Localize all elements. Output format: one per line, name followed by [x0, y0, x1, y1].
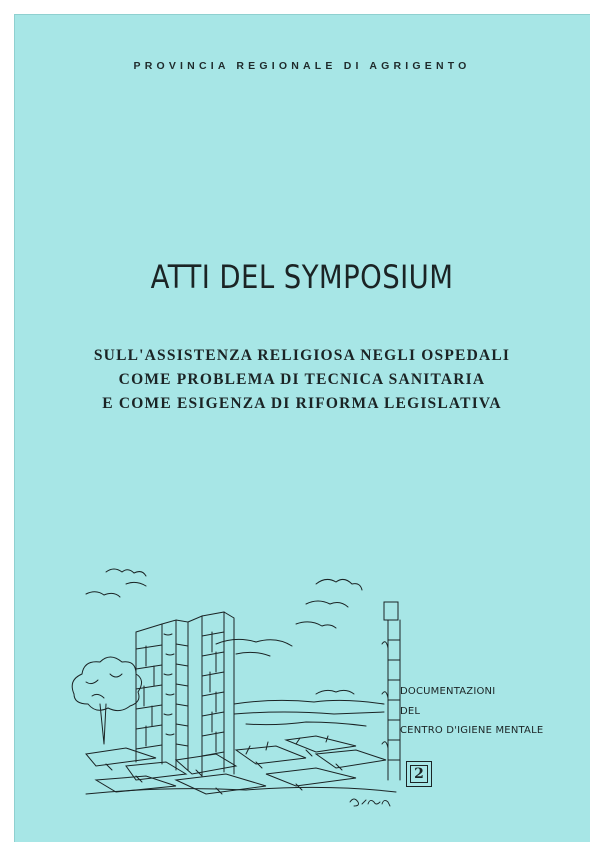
series-name [400, 682, 543, 741]
book-title: ATTI DEL SYMPOSIUM [150, 258, 454, 296]
temple-ruins-sketch-icon [66, 554, 416, 814]
series-line: CENTRO D'IGIENE MENTALE [400, 725, 544, 736]
volume-number-badge [406, 761, 432, 787]
book-cover [14, 14, 590, 842]
series-line: DEL [400, 705, 421, 717]
subtitle-line: COME PROBLEMA DI TECNICA SANITARIA [118, 371, 486, 388]
subtitle-line: E COME ESIGENZA DI RIFORMA LEGISLATIVA [102, 395, 502, 412]
publisher-name: PROVINCIA REGIONALE DI AGRIGENTO [133, 60, 471, 72]
volume-number: 2 [410, 765, 428, 783]
book-subtitle [14, 344, 590, 416]
subtitle-line: SULL'ASSISTENZA RELIGIOSA NEGLI OSPEDALI [93, 347, 511, 364]
series-line: DOCUMENTAZIONI [400, 686, 496, 697]
